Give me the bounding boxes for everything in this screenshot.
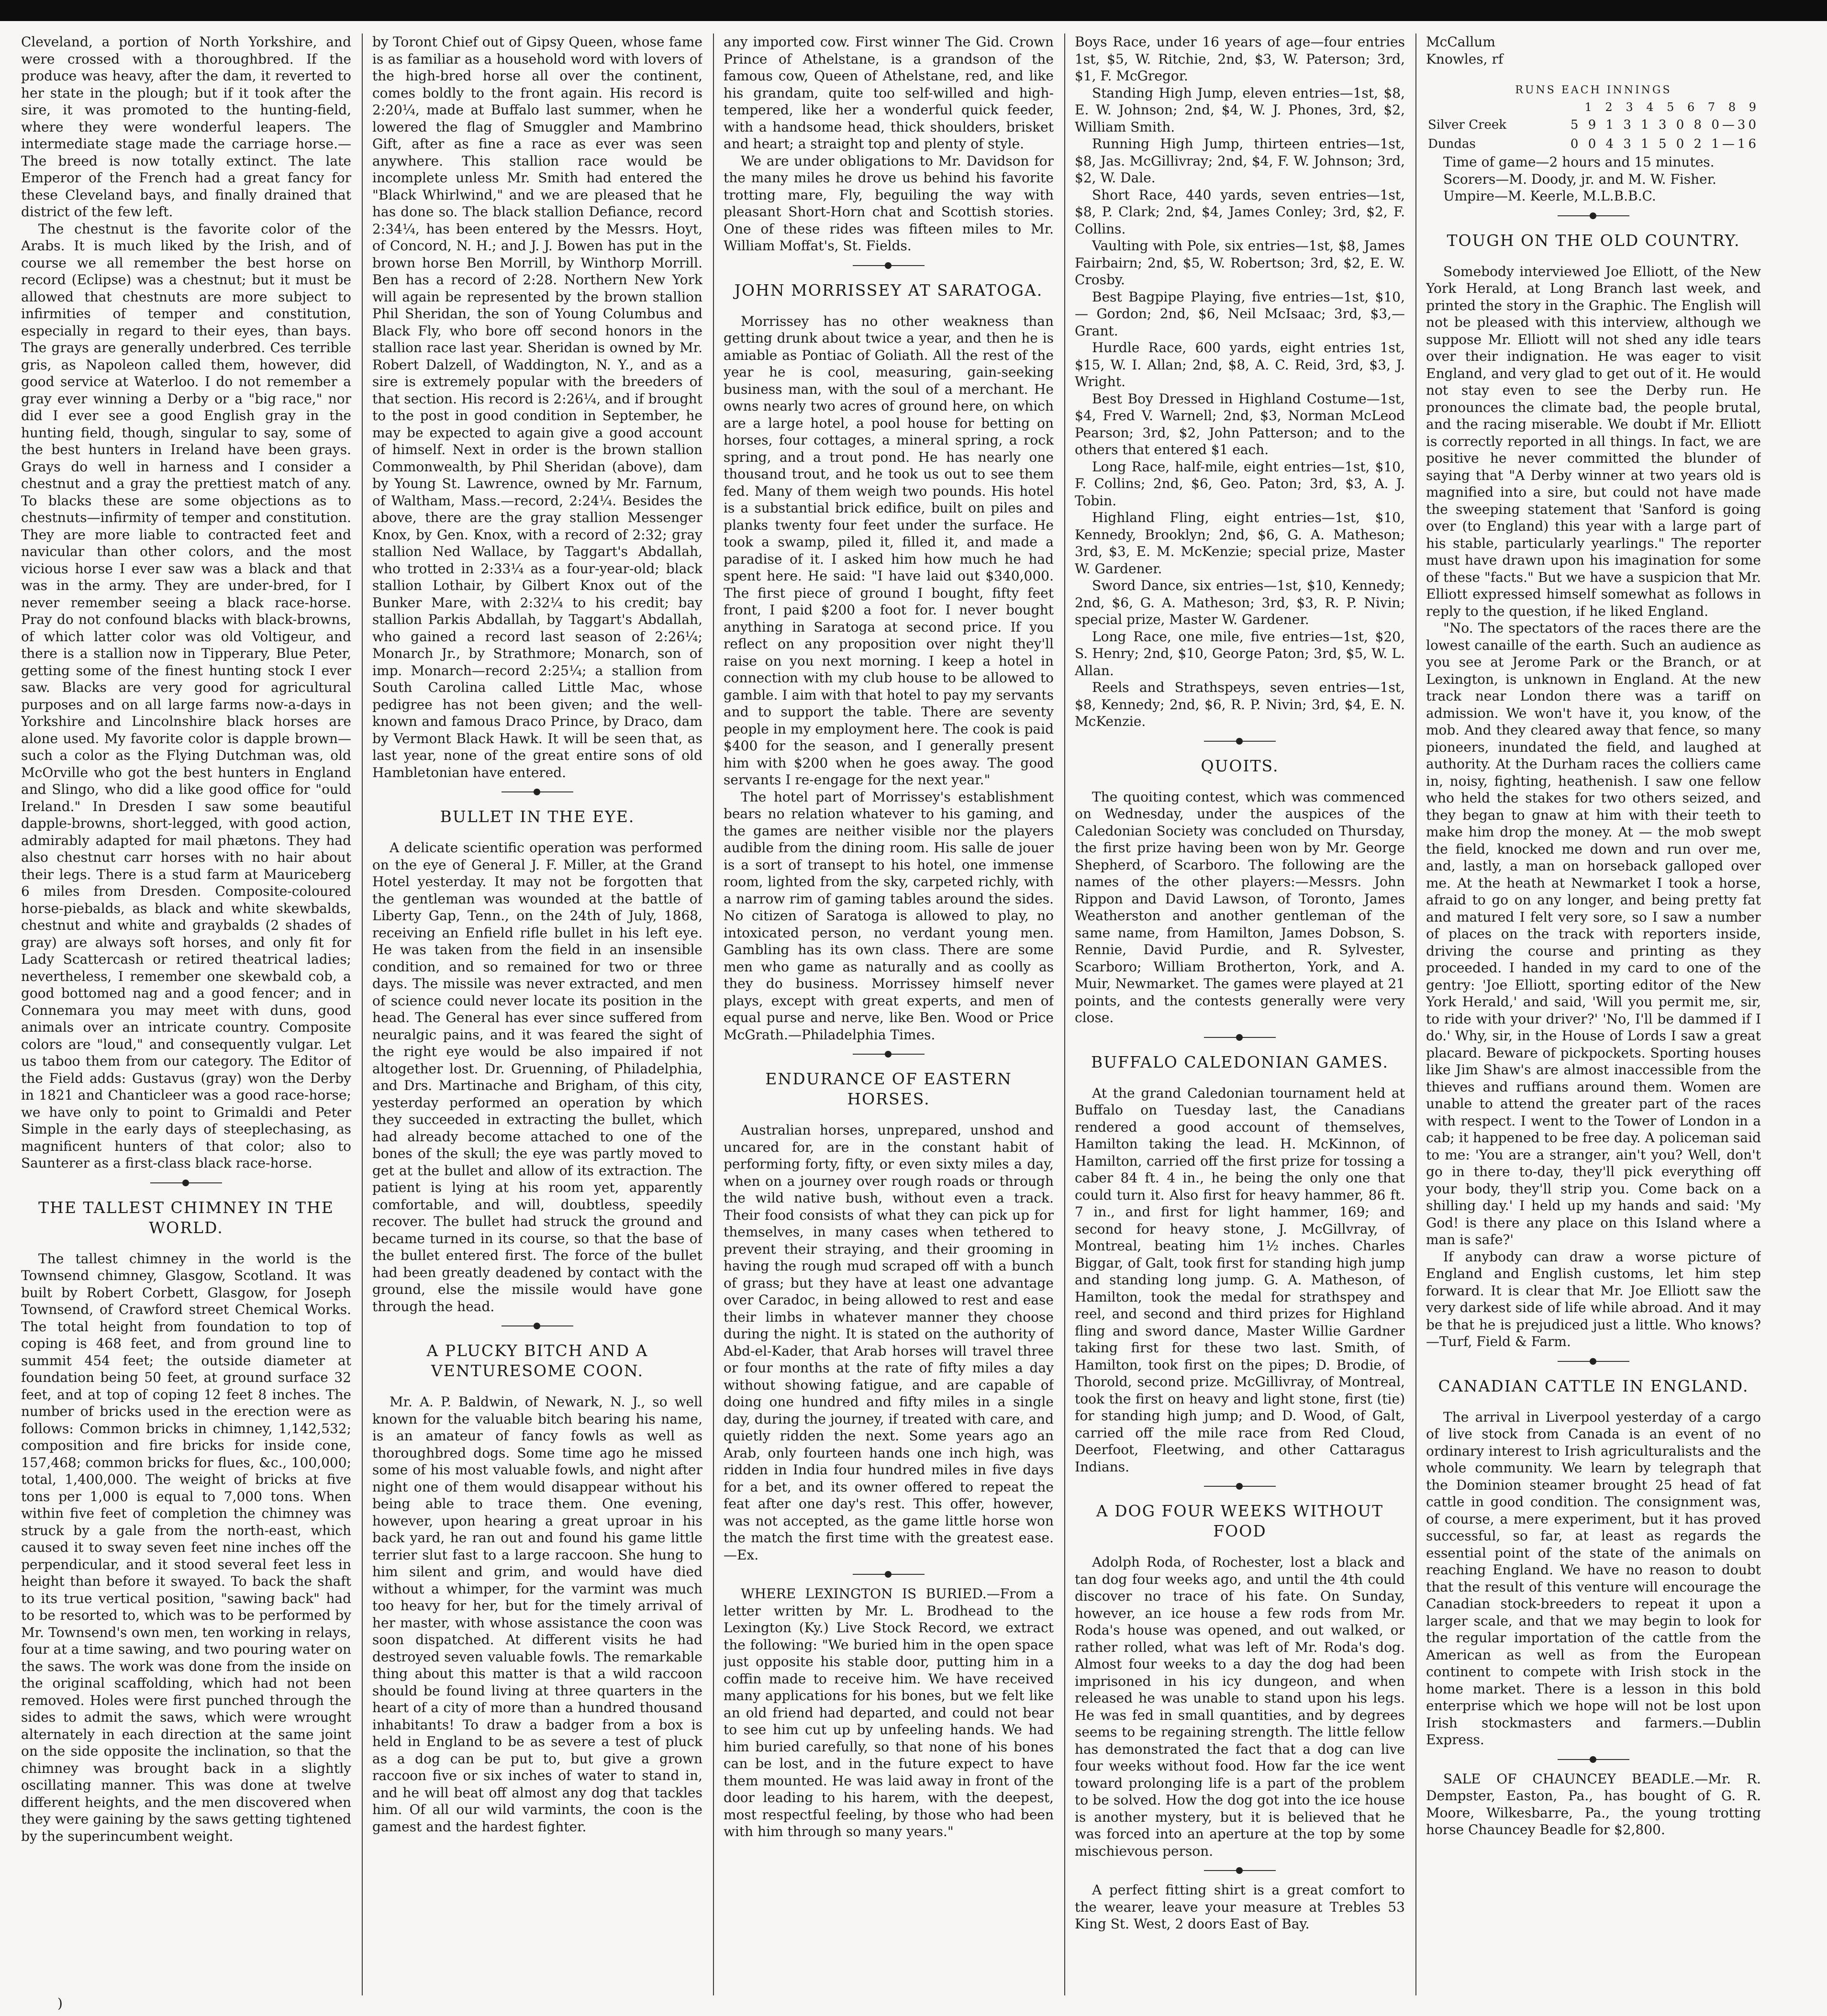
paragraph: We are under obligations to Mr. Davidson for the many miles he drove us behind his favorite trotting mare, Fly, beguiling the way with pleasant Short-Horn chat and Scottish stories. One of these rides was fifteen miles to Mr. William Moffat's, St. Fields. <box>724 153 1054 254</box>
team-runs: 0 0 4 3 1 5 0 2 1—16 <box>1570 136 1759 151</box>
paragraph: SALE OF CHAUNCEY BEADLE.—Mr. R. Dempster, Easton, Pa., has bought of G. R. Moore, Wilkesbarre, Pa., the young trotting horse Chauncey Beadle for $2,800. <box>1426 1771 1761 1838</box>
separator <box>1204 1870 1276 1871</box>
paragraph: WHERE LEXINGTON IS BURIED.—From a letter written by Mr. L. Brodhead to the Lexington (Ky.) Live Stock Record, we extract the following: "We buried him in the open space just opposite his stable door, putting him in a coffin made to receive him. We have received many applications for his bones, but we felt like an old friend had departed, and could not bear to see him cut up by unfeeling hands. We had him buried carefully, so that none of his bones can be lost, and in the future expect to have them mounted. He was laid away in front of the door leading to his harem, with the deepest, most respectful feeling, by those who had been with him through so many years." <box>724 1586 1054 1839</box>
paragraph: Hurdle Race, 600 yards, eight entries 1st, $15, W. I. Allan; 2nd, $8, A. C. Reid, 3rd, $3, J. Wright. <box>1075 340 1405 390</box>
newspaper-page <box>21 33 1811 2000</box>
column-rule <box>713 33 714 1995</box>
paragraph: Australian horses, unprepared, unshod and uncared for, are in the constant habit of performing forty, fifty, or even sixty miles a day, when on a journey over rough roads or through the wild native bush, without even a track. Their food consists of what they can pick up for themselves, in many cases when tethered to prevent their straying, and their grooming in having the rough mud scraped off with a bunch of grass; but they have at least one advantage over Caradoc, in being allowed to rest and ease their limbs in whatever manner they choose during the night. It is stated on the authority of Abd-el-Kader, that Arab horses will travel three or four months at the rate of fifty miles a day without showing fatigue, and are capable of doing one hundred and fifty miles in a single day, during the journey, if treated with care, and quietly ridden the next. Some years ago an Arab, only fourteen hands one inch high, was ridden in India four hundred miles in five days for a bet, and its owner offered to repeat the feat after one day's rest. This offer, however, was not accepted, as the game little horse won the match the first time with the greatest ease.—Ex. <box>724 1122 1054 1563</box>
game-footer: Time of game—2 hours and 15 minutes. <box>1443 154 1715 170</box>
paragraph: Best Bagpipe Playing, five entries—1st, $10,— Gordon; 2nd, $6, Neil McIsaac; 3rd, $3,— Grant. <box>1075 289 1405 339</box>
article-heading: A PLUCKY BITCH AND A VENTURESOME COON. <box>426 1341 648 1380</box>
box-score-names <box>1426 33 1761 67</box>
article-heading: ENDURANCE OF EASTERN HORSES. <box>765 1069 1012 1108</box>
team-name: Silver Creek <box>1428 118 1507 132</box>
innings-numbers: 1 2 3 4 5 6 7 8 9 <box>1584 100 1761 114</box>
paragraph: Long Race, half-mile, eight entries—1st, $10, F. Collins; 2nd, $6, Geo. Paton; 3rd, $3, A. J. Tobin. <box>1075 458 1405 509</box>
article-heading: BULLET IN THE EYE. <box>440 807 635 826</box>
team-runs: 5 9 1 3 1 3 0 8 0—30 <box>1570 118 1759 132</box>
separator <box>1558 215 1629 216</box>
game-footer: Scorers—M. Doody, jr. and M. W. Fisher. <box>1443 171 1716 187</box>
paragraph: A delicate scientific operation was performed on the eye of General J. F. Miller, at the Grand Hotel yesterday. It may not be forgotten that the gentleman was wounded at the battle of Liberty Gap, Tenn., on the 24th of July, 1868, receiving an Enfield rifle bullet in his left eye. He was taken from the field in an insensible condition, and so remained for two or three days. The missile was never extracted, and men of science could never locate its position in the head. The General has ever since suffered from neuralgic pains, and it was feared the sight of the right eye would be also impaired if not altogether lost. Dr. Gruenning, of Philadelphia, and Drs. Martinache and Brigham, of this city, yesterday performed an operation by which they succeeded in extracting the bullet, which had already become attached to one of the bones of the skull; the eye was partly moved to get at the bullet and allow of its extraction. The patient is lying at his room yet, apparently comfortable, and will, doubtless, speedily recover. The bullet had struck the ground and became turned in its course, so that the base of the bullet entered first. The force of the bullet had been greatly deadened by contact with the ground, else the missile would have gone through the head. <box>372 840 702 1314</box>
table-row <box>1426 116 1761 135</box>
box-score-line: McCallum <box>1426 34 1495 50</box>
paragraph: The tallest chimney in the world is the Townsend chimney, Glasgow, Scotland. It was built by Robert Corbett, Glasgow, for Joseph Townsend, of Crawford street Chemical Works. The total height from foundation to top of coping is 468 feet, and from ground line to summit 454 feet; the outside diameter at foundation being 50 feet, at ground surface 32 feet, and at top of coping 12 feet 8 inches. The number of bricks used in the erection were as follows: Common bricks in chimney, 1,142,532; composition and fire bricks for inside cone, 157,468; common bricks for flues, &c., 100,000; total, 1,400,000. The weight of bricks at five tons per 1,000 is equal to 7,000 tons. When within five feet of completion the chimney was struck by a gale from the north-east, which caused it to sway seven feet nine inches off the perpendicular, and it stood several feet less in height than before it swayed. To back the shaft to its true vertical position, "sawing back" had to be resorted to, which was to be performed by Mr. Townsend's own men, ten working in relays, four at a time sawing, and two pouring water on the saws. The work was done from the inside on the original scaffolding, which had not been removed. Holes were first punched through the sides to admit the saws, which were wrought alternately in each direction at the same joint on the side opposite the inclination, so that the chimney was brought back in a slightly oscillating manner. This was done at twelve different heights, and the men discovered when they were gaining by the saws getting tightened by the superincumbent weight. <box>21 1250 351 1844</box>
paragraph: Reels and Strathspeys, seven entries—1st, $8, Kennedy; 2nd, $6, R. P. Nivin; 3rd, $4, E. N. McKenzie. <box>1075 679 1405 729</box>
paragraph: If anybody can draw a worse picture of England and English customs, let him step forward. It is clear that Mr. Joe Elliott saw the very darkest side of life while abroad. And it may be that he is prejudiced just a little. Who knows?—Turf, Field & Farm. <box>1426 1248 1761 1349</box>
paragraph: Running High Jump, thirteen entries—1st, $8, Jas. McGillivray; 2nd, $4, F. W. Johnson; 3rd, $2, W. Dale. <box>1075 136 1405 186</box>
table-row <box>1426 135 1761 154</box>
game-footer: Umpire—M. Keerle, M.L.B.B.C. <box>1443 188 1656 204</box>
paragraph: Short Race, 440 yards, seven entries—1st, $8, P. Clark; 2nd, $4, James Conley; 3rd, $2, F. Collins. <box>1075 187 1405 237</box>
separator <box>1558 1759 1629 1760</box>
column-1 <box>21 33 351 1995</box>
column-5 <box>1426 33 1761 1995</box>
paragraph: The arrival in Liverpool yesterday of a cargo of live stock from Canada is an event of no ordinary interest to Irish agriculturalists and the whole community. We learn by telegraph that the Dominion steamer brought 25 head of fat cattle in good condition. The consignment was, of course, a mere experiment, but it has proved successful, so far, at least as regards the essential point of the state of the animals on reaching England. We have no reason to doubt that the result of this venture will encourage the Canadian stock-breeders to repeat it upon a larger scale, and that we may begin to look for the regular importation of the cattle from the American as well as from the European continent to compete with Irish stock in the home market. There is a lesson in this bold enterprise which we hope will not be lost upon Irish stockmasters and farmers.—Dublin Express. <box>1426 1409 1761 1748</box>
advertisement: A perfect fitting shirt is a great comfort to the wearer, leave your measure at Trebles 53 King St. West, 2 doors East of Bay. <box>1075 1882 1405 1932</box>
column-3 <box>724 33 1054 1995</box>
runs-table <box>1426 116 1761 154</box>
paragraph: Adolph Roda, of Rochester, lost a black and tan dog four weeks ago, and until the 4th could discover no trace of his fate. On Sunday, however, an ice house a few rods from Mr. Roda's house was opened, and out walked, or rather rolled, what was left of Mr. Roda's dog. Almost four weeks to a day the dog had been imprisoned in his icy dungeon, and when released he was unable to stand upon his legs. He was fed in small quantities, and by degrees seems to be regaining strength. The little fellow has demonstrated the fact that a dog can live four weeks without food. How far the ice went toward prolonging life is a part of the problem to be solved. How the dog got into the ice house is another mystery, but it is believed that he was forced into an aperture at the top by some mischievous person. <box>1075 1554 1405 1859</box>
paragraph: At the grand Caledonian tournament held at Buffalo on Tuesday last, the Canadians rendered a good account of themselves, Hamilton taking the lead. H. McKinnon, of Hamilton, carried off the first prize for tossing a caber 84 ft. 4 in., he being the only one that could turn it. Also first for heavy hammer, 86 ft. 7 in., and first for light hammer, 169; and second for heavy stone, J. McGillvray, of Montreal, beating him 1½ inches. Charles Biggar, of Galt, took first for standing high jump and standing long jump. G. A. Matheson, of Hamilton, took the medal for strathspey and reel, and second and third prizes for Highland fling and sword dance, Master Willie Gardner taking first for these two last. Smith, of Hamilton, took first on the pipes; D. Brodie, of Thorold, second prize. McGillivray, of Montreal, took the first on heavy and light stone, first (tie) for standing high jump; and D. Wood, of Galt, carried off the mile race from Red Cloud, Deerfoot, Fleetwing, and other Cattaragus Indians. <box>1075 1085 1405 1475</box>
separator <box>853 1054 925 1055</box>
article-heading: JOHN MORRISSEY AT SARATOGA. <box>734 280 1043 300</box>
column-rule <box>1415 33 1416 1995</box>
paragraph: any imported cow. First winner The Gid. Crown Prince of Athelstane, is a grandson of the famous cow, Queen of Athelstane, red, and like his grandam, quite too self-willed and high-tempered, like her a wonderful quick feeder, with a handsome head, thick shoulders, brisket and heart; a straight top and plenty of style. <box>724 34 1054 152</box>
separator <box>1204 741 1276 742</box>
column-rule <box>362 33 363 1995</box>
paragraph: Vaulting with Pole, six entries—1st, $8, James Fairbairn; 2nd, $5, W. Robertson; 3rd, $2, E. W. Crosby. <box>1075 238 1405 288</box>
paragraph: "No. The spectators of the races there are the lowest canaille of the earth. Such an audience as you see at Jerome Park or the Branch, or at Lexington, is unknown in England. At the new track near London there was a tariff on admission. We won't have it, you know, of the mob. And they cleared away that fence, so many pioneers, inundated the field, and laughed at authority. At the Durham races the colliers came in, noisy, fighting, heathenish. I saw one fellow who held the stakes for two others seized, and they began to gnaw at him with their teeth to make him drop the money. At — the mob swept the field, knocked me down and run over me, and, lastly, a man on horseback galloped over me. At the heath at Newmarket I took a horse, afraid to go on any longer, and being pretty fat and matured I felt very sore, so I saw a number of places on the track with reporters inside, driving the course and printing as they proceeded. I handed in my card to one of the gentry: 'Joe Elliott, sporting editor of the New York Herald,' and said, 'Will you permit me, sir, to ride with your driver?' 'No, I'll be dammed if I do.' Why, sir, in the House of Lords I saw a great placard. Beware of pickpockets. Sporting houses like Jim Shaw's are almost inaccessible from the thieves and ruffians around them. Women are unable to attend the greater part of the races with respect. I went to the Tower of London in a cab; it happened to be free day. A policeman said to me: 'You are a stranger, ain't you? Well, don't go in there to-day, they'll pick everything off your body, they'll strip you. Come back on a shilling day.' I held up my hands and said: 'My God! is there any place on this Island where a man is safe?' <box>1426 620 1761 1247</box>
article-heading: QUOITS. <box>1201 756 1279 775</box>
separator <box>1558 1361 1629 1362</box>
paragraph: Somebody interviewed Joe Elliott, of the New York Herald, at Long Branch last week, and printed the story in the Graphic. The English will not be pleased with this interview, although we suppose Mr. Elliott will not shed any idle tears over their indignation. He was eager to visit England, and very glad to get out of it. He would not stay even to see the Derby run. He pronounces the climate bad, the people brutal, and the racing miserable. We doubt if Mr. Elliott is correctly reported in all things. In fact, we are positive he never committed the blunder of saying that "A Derby winner at two years old is magnified into a sire, but could not have made the sweeping statement that 'Sanford is going over (to England) this year with a large part of his stable, particularly yearlings." The reporter must have drawn upon his imagination for some of these "facts." But we have a suspicion that Mr. Elliott expressed himself somewhat as follows in reply to the question, if he liked England. <box>1426 263 1761 619</box>
paragraph: Morrissey has no other weakness than getting drunk about twice a year, and then he is amiable as Pontiac of Goliath. All the rest of the year he is cool, measuring, gain-seeking business man, with the soul of a merchant. He owns nearly two acres of ground here, on which are a large hotel, a pool house for betting on horses, four cottages, a mineral spring, a rock spring, and a trout pond. He has nearly one thousand trout, and he took us out to see them fed. Many of them weigh two pounds. His hotel is a substantial brick edifice, built on piles and planks twenty four feet under the surface. He took a swamp, piled it, filled it, and made a paradise of it. I asked him how much he had spent here. He said: "I have laid out $340,000. The first piece of ground I bought, fifty feet front, I paid $200 a foot for. I never bought anything in Saratoga at second price. If you reflect on any proposition over night they'll raise on you next morning. I keep a hotel in connection with my club house to be allowed to gamble. I aim with that hotel to pay my servants and to support the table. There are seventy people in my employment here. The cook is paid $400 for the season, and I generally present him with $200 when he goes away. The good servants I re-engage for the next year." <box>724 313 1054 788</box>
runs-heading: RUNS EACH INNINGS <box>1515 84 1672 96</box>
paragraph: Boys Race, under 16 years of age—four entries 1st, $5, W. Ritchie, 2nd, $3, W. Paterson; 3rd, $1, F. McGregor. <box>1075 34 1405 84</box>
article-heading: TOUGH ON THE OLD COUNTRY. <box>1447 231 1740 250</box>
separator <box>1204 1486 1276 1487</box>
article-heading: BUFFALO CALEDONIAN GAMES. <box>1091 1052 1389 1071</box>
paragraph: Mr. A. P. Baldwin, of Newark, N. J., so well known for the valuable bitch bearing his name, is an amateur of fancy fowls as well as thoroughbred dogs. Some time ago he missed some of his most valuable fowls, and night after night one of them would disappear without his being able to trace them. One evening, however, upon hearing a great uproar in his back yard, he ran out and found his game little terrier slut fast to a large raccoon. She hung to him silent and grim, and would have died without a whimper, for the varmint was much too heavy for her, but for the timely arrival of her master, with whose assistance the coon was soon dispatched. At different visits he had destroyed seven valuable fowls. The remarkable thing about this matter is that a wild raccoon should be found living at three quarters in the heart of a city of more than a hundred thousand inhabitants! To draw a badger from a box is held in England to be as severe a test of pluck as a dog can be put to, but give a grown raccoon five or six inches of water to stand in, and he will beat off almost any dog that tackles him. Of all our wild varmints, the coon is the gamest and the hardest fighter. <box>372 1394 702 1835</box>
box-score-line: Knowles, rf <box>1426 51 1504 67</box>
separator <box>853 265 925 266</box>
paragraph: The quoiting contest, which was commenced on Wednesday, under the auspices of the Caledonian Society was concluded on Thursday, the first prize having been won by Mr. George Shepherd, of Scarboro. The following are the names of the other players:—Messrs. John Rippon and David Lawson, of Toronto, James Weatherston and another gentleman of the same name, from Hamilton, James Dobson, S. Rennie, David Purdie, and R. Sylvester, Scarboro; William Brotherton, York, and A. Muir, Newmarket. The games were played at 21 points, and the contests generally were very close. <box>1075 789 1405 1025</box>
page-mark: ) <box>57 1995 63 2011</box>
paragraph: Best Boy Dressed in Highland Costume—1st, $4, Fred V. Warnell; 2nd, $3, Norman McLeod Pearson; 3rd, $2, John Patterson; and to the others that entered $1 each. <box>1075 390 1405 457</box>
article-heading: CANADIAN CATTLE IN ENGLAND. <box>1438 1376 1749 1395</box>
separator <box>501 1325 573 1326</box>
paragraph: The chestnut is the favorite color of the Arabs. It is much liked by the Irish, and of course we all remember the best horse on record (Eclipse) was a chestnut; but it must be allowed that chestnuts are more subject to infirmities of temper and constitution, especially in regard to their eyes, than bays. The grays are generally underbred. Ces terrible gris, as Napoleon called them, however, did good service at Waterloo. I do not remember a gray ever winning a Derby or a "big race," nor did I ever see a good English gray in the hunting field, though, singular to say, some of the best hunters in Ireland have been grays. Grays do well in harness and I consider a chestnut and a gray the prettiest match of any. To blacks these are some objections as to chestnuts—infirmity of temper and constitution. They are more liable to contracted feet and navicular than other colors, and the most vicious horse I ever saw was a black and that was in the army. They are under-bred, for I never remember seeing a black race-horse. Pray do not confound blacks with black-browns, of which latter color was old Voltigeur, and there is a stallion now in Tipperary, Blue Peter, getting some of the finest hunting stock I ever saw. Blacks are very good for agricultural purposes and on all large farms now-a-days in Yorkshire and Lincolnshire black horses are alone used. My favorite color is dapple brown—such a color as the Flying Dutchman was, old McOrville who got the best hunters in England and Slingo, who did a like good office for "ould Ireland." In Dresden I saw some beautiful dapple-browns, short-legged, with good action, admirably adapted for mail phætons. They had also chestnut carr horses with no hair about their legs. There is a stud farm at Mauriceberg 6 miles from Dresden. Composite-coloured horse-piebalds, as black and white skewbalds, chestnut and white and graybalds (2 shades of gray) are always soft horses, and only fit for Lady Scattercash or retired theatrical ladies; nevertheless, I remember one skewbald cob, a good bottomed nag and a good fencer; and in Connemara you may meet with duns, good animals over an intricate country. Composite colors are "loud," and consequently vulgar. Let us taboo them from our category. The Editor of the Field adds: Gustavus (gray) won the Derby in 1821 and Chanticleer was a good race-horse; we have only to point to Grimaldi and Peter Simple in the early days of steeplechasing, as magnificent hunters of that color; also to Saunterer as a first-class black race-horse. <box>21 221 351 1171</box>
paragraph: The hotel part of Morrissey's establishment bears no relation whatever to his gaming, and the games are neither visible nor the players audible from the dining room. His salle de jouer is a sort of transept to his hotel, one immense room, lighted from the sky, carpeted richly, with a narrow rim of gaming tables around the sides. No citizen of Saratoga is allowed to play, no intoxicated person, no verdant young men. Gambling has its own class. There are some men who game as naturally and as coolly as they do business. Morrissey himself never plays, except with great experts, and men of equal purse and nerve, like Ben. Wood or Price McGrath.—Philadelphia Times. <box>724 789 1054 1043</box>
page-top-edge <box>0 0 1827 21</box>
article-heading: THE TALLEST CHIMNEY IN THE WORLD. <box>38 1198 334 1237</box>
paragraph: Cleveland, a portion of North Yorkshire, and were crossed with a thoroughbred. If the produce was heavy, after the dam, it reverted to her state in the plough; but if it took after the sire, it was promoted to the hunting-field, where they were wonderful leapers. The intermediate stage made the carriage horse.—The breed is now totally extinct. The late Emperor of the French had a great fancy for these Cleveland bays, and finally drained that district of the few left. <box>21 34 351 220</box>
paragraph: Sword Dance, six entries—1st, $10, Kennedy; 2nd, $6, G. A. Matheson; 3rd, $3, R. P. Nivin; special prize, Master W. Gardener. <box>1075 578 1405 627</box>
separator <box>150 1182 222 1183</box>
separator <box>1204 1037 1276 1038</box>
separator <box>853 1574 925 1575</box>
column-4 <box>1075 33 1405 1995</box>
separator <box>501 791 573 792</box>
team-name: Dundas <box>1428 136 1476 151</box>
column-2 <box>372 33 702 1995</box>
column-rule <box>1064 33 1065 1995</box>
paragraph: by Toront Chief out of Gipsy Queen, whose fame is as familiar as a household word with lovers of the high-bred horse all over the continent, comes boldly to the front again. His record is 2:20¼, made at Buffalo last summer, when he lowered the flag of Smuggler and Mambrino Gift, after as fine a race as ever was seen anywhere. This stallion race would be incomplete unless Mr. Smith had entered the "Black Whirlwind," and we are pleased that he has done so. The black stallion Defiance, record 2:34¼, has been entered by the Messrs. Hoyt, of Concord, N. H.; and J. J. Bowen has put in the brown horse Ben Morrill, by Winthorp Morrill. Ben has a record of 2:28. Northern New York will again be represented by the brown stallion Phil Sheridan, the son of Young Columbus and Black Fly, who bore off second honors in the stallion race last year. Sheridan is owned by Mr. Robert Dalzell, of Waddington, N. Y., and as a sire is extremely popular with the breeders of that section. His record is 2:26¼, and if brought to the post in good condition in September, he may be expected to again give a good account of himself. Next in order is the brown stallion Commonwealth, by Phil Sheridan (above), dam by Young St. Lawrence, owned by Mr. Farnum, of Waltham, Mass.—record, 2:24¼. Besides the above, there are the gray stallion Messenger Knox, by Gen. Knox, with a record of 2:32; gray stallion Ned Wallace, by Taggart's Abdallah, who trotted in 2:33¼ as a four-year-old; black stallion Lothair, by Gilbert Knox out of the Bunker Mare, with 2:32¼ to his credit; bay stallion Parkis Abdallah, by Taggart's Abdallah, who gained a record last season of 2:26¼; Monarch Jr., by Strathmore; Monarch, son of imp. Monarch—record 2:25¼; a stallion from South Carolina called Little Mac, whose pedigree has not been given; and the well-known and famous Draco Prince, by Draco, dam by Vermont Black Hawk. It will be seen that, as last year, none of the great entire sons of old Hambletonian have entered. <box>372 34 702 780</box>
paragraph: Highland Fling, eight entries—1st, $10, Kennedy, Brooklyn; 2nd, $6, G. A. Matheson; 3rd, $3, E. M. McKenzie; special prize, Master W. Gardener. <box>1075 510 1405 577</box>
paragraph: Long Race, one mile, five entries—1st, $20, S. Henry; 2nd, $10, George Paton; 3rd, $5, W. L. Allan. <box>1075 628 1405 679</box>
article-heading: A DOG FOUR WEEKS WITHOUT FOOD <box>1096 1502 1384 1540</box>
paragraph: Standing High Jump, eleven entries—1st, $8, E. W. Johnson; 2nd, $4, W. J. Phones, 3rd, $2, William Smith. <box>1075 85 1405 135</box>
column-1-body <box>21 33 351 1172</box>
